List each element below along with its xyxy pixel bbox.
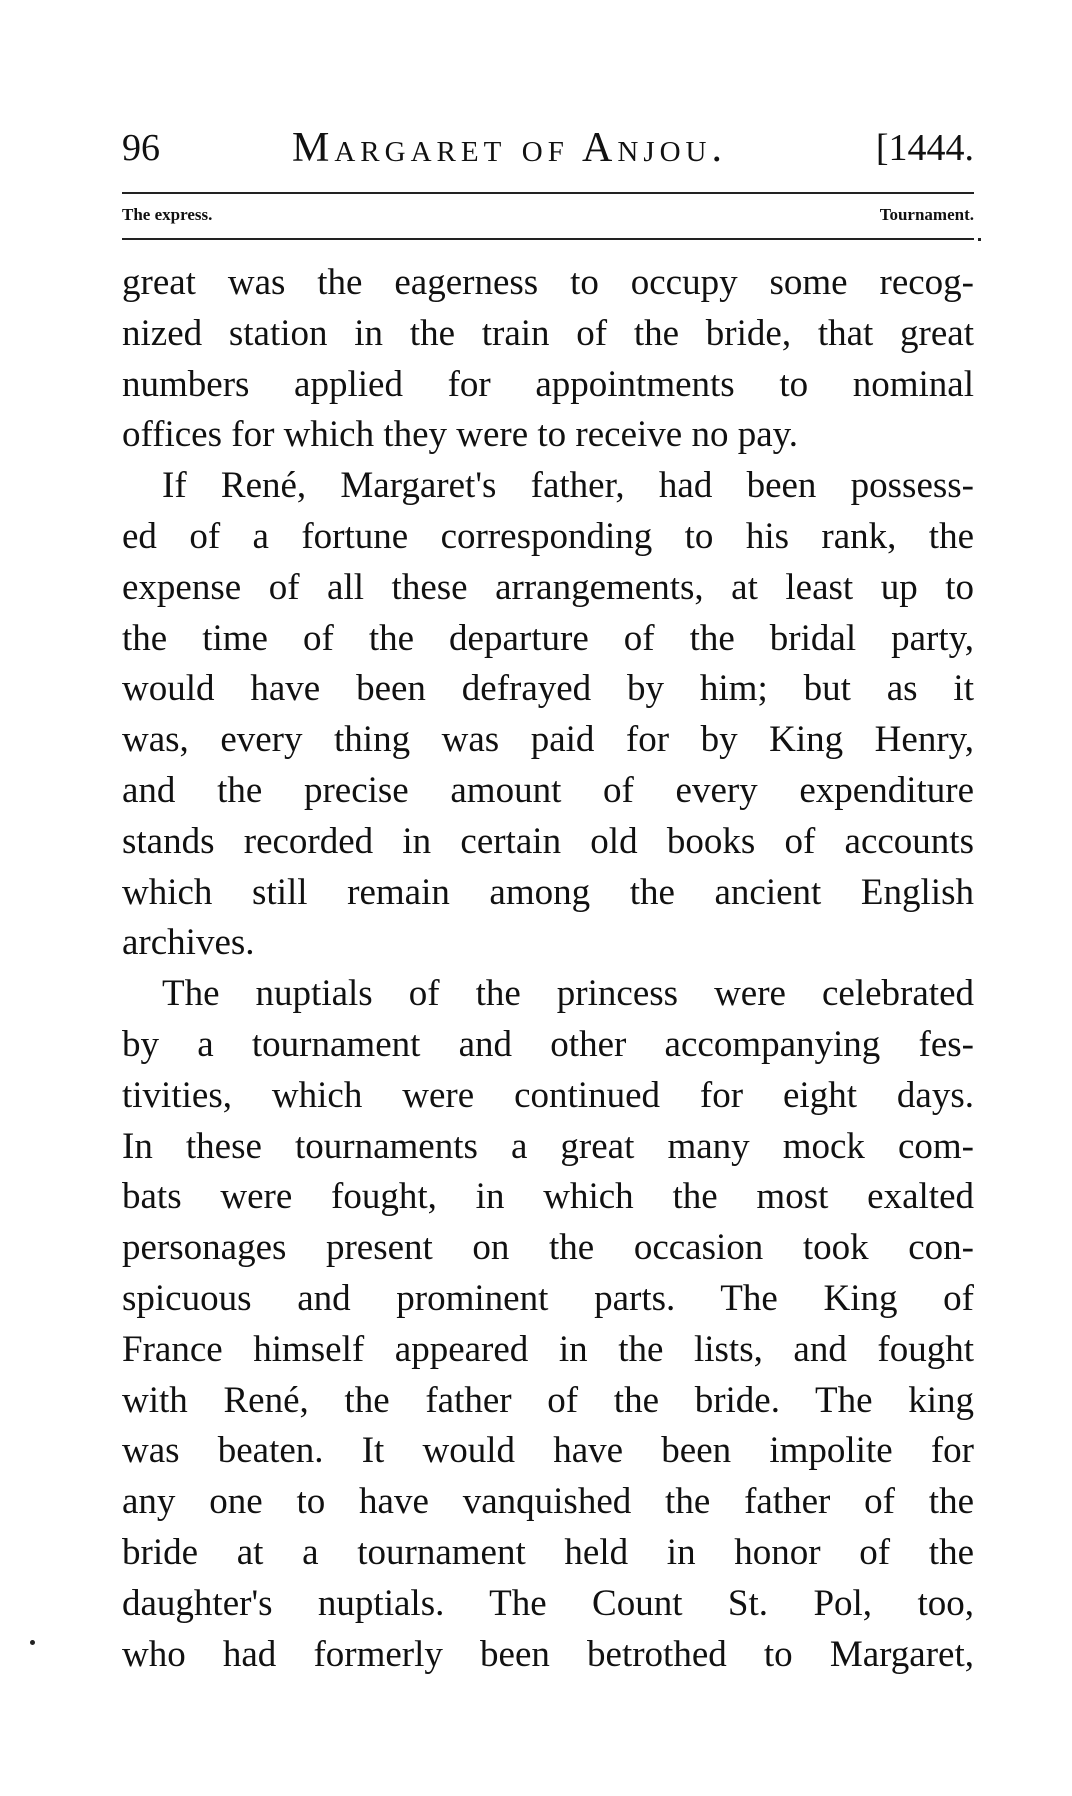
header-year: [1444.: [875, 127, 974, 169]
running-head: [122, 118, 974, 178]
page-number: 96: [122, 127, 160, 169]
text-line: The nuptials of the princess were celebrated: [162, 973, 974, 1015]
sidenote-left: The express.: [122, 205, 213, 224]
sidenote-right: Tournament.: [879, 205, 974, 224]
text-line: archives.: [122, 922, 255, 964]
text-line: France himself appeared in the lists, and fought: [122, 1328, 974, 1370]
text-line: was beaten. It would have been impolite for: [122, 1430, 974, 1472]
text-line: bats were fought, in which the most exalted: [122, 1176, 974, 1218]
book-page: [122, 0, 974, 1796]
text-line: expense of all these arrangements, at least up to: [122, 566, 974, 608]
book-title: Margaret of Anjou.: [292, 125, 727, 171]
body-text: [122, 258, 974, 1680]
text-line: would have been defrayed by him; but as it: [122, 668, 974, 710]
text-line: who had formerly been betrothed to Margaret,: [122, 1633, 974, 1675]
text-line: numbers applied for appointments to nominal: [122, 363, 974, 405]
text-line: nized station in the train of the bride, that great: [122, 312, 974, 354]
text-line: If René, Margaret's father, had been possess-: [162, 465, 974, 507]
text-line: spicuous and prominent parts. The King of: [122, 1277, 974, 1319]
text-line: In these tournaments a great many mock com-: [122, 1125, 974, 1167]
text-line: any one to have vanquished the father of the: [122, 1481, 974, 1523]
header-rule-bottom: [122, 238, 974, 240]
text-line: the time of the departure of the bridal party,: [122, 617, 974, 659]
rule-dot: [978, 238, 981, 241]
text-line: stands recorded in certain old books of accounts: [122, 820, 974, 862]
text-line: and the precise amount of every expenditure: [122, 769, 974, 811]
text-line: personages present on the occasion took con-: [122, 1227, 974, 1269]
text-line: tivities, which were continued for eight days.: [122, 1074, 974, 1116]
margin-dot: [30, 1640, 35, 1645]
text-line: daughter's nuptials. The Count St. Pol, too,: [122, 1582, 974, 1624]
text-line: bride at a tournament held in honor of the: [122, 1531, 974, 1573]
header-rule-top: [122, 192, 974, 194]
text-line: ed of a fortune corresponding to his rank, the: [122, 515, 974, 557]
text-line: which still remain among the ancient English: [122, 871, 974, 913]
text-line: with René, the father of the bride. The king: [122, 1379, 974, 1421]
text-line: great was the eagerness to occupy some recog-: [122, 262, 974, 303]
text-line: offices for which they were to receive no pay.: [122, 414, 798, 456]
text-line: by a tournament and other accompanying fes-: [122, 1023, 974, 1065]
text-line: was, every thing was paid for by King Henry,: [122, 719, 974, 761]
